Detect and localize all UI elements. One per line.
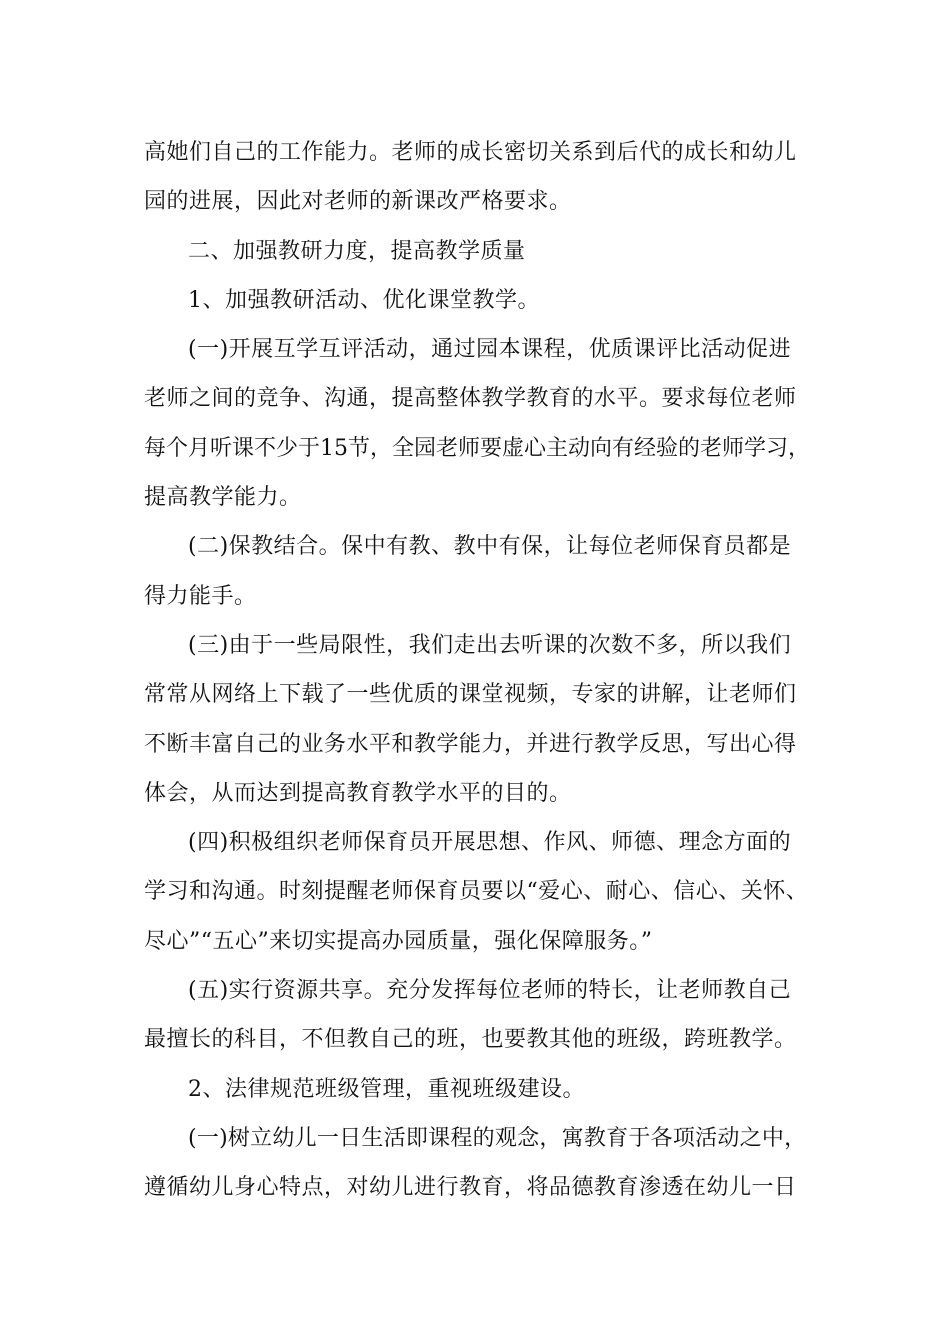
text-line: 体会，从而达到提高教育教学水平的目的。 <box>144 780 572 806</box>
text-line: (二)保教结合。保中有教、教中有保，让每位老师保育员都是 <box>188 534 792 560</box>
text-line: 尽心”“五心”来切实提高办园质量，强化保障服务。” <box>144 928 653 954</box>
document-body <box>144 128 812 1213</box>
text-line: (一)树立幼儿一日生活即课程的观念，寓教育于各项活动之中， <box>188 1125 807 1151</box>
text-line: 不断丰富自己的业务水平和教学能力，并进行教学反思，写出心得 <box>144 731 797 757</box>
text-line: 常常从网络上下载了一些优质的课堂视频，专家的讲解，让老师们 <box>144 682 797 708</box>
text-line: (四)积极组织老师保育员开展思想、作风、师德、理念方面的 <box>188 830 792 856</box>
text-line: 园的进展，因此对老师的新课改严格要求。 <box>144 189 572 215</box>
text-line: (三)由于一些局限性，我们走出去听课的次数不多，所以我们 <box>188 632 792 658</box>
text-line: 遵循幼儿身心特点，对幼儿进行教育，将品德教育渗透在幼儿一日 <box>144 1175 797 1201</box>
text-line: 提高教学能力。 <box>144 485 302 511</box>
text-line: 老师之间的竞争、沟通，提高整体教学教育的水平。要求每位老师 <box>144 386 797 412</box>
text-line: 最擅长的科目，不但教自己的班，也要教其他的班级，跨班教学。 <box>144 1027 797 1053</box>
text-line: (一)开展互学互评活动，通过园本课程，优质课评比活动促进 <box>188 337 792 363</box>
text-line: 学习和沟通。时刻提醒老师保育员要以“爱心、耐心、信心、关怀、 <box>144 879 809 905</box>
text-line: 2、法律规范班级管理，重视班级建设。 <box>188 1076 585 1102</box>
text-line: 1、加强教研活动、优化课堂教学。 <box>188 287 540 313</box>
text-line: 二、加强教研力度，提高教学质量 <box>188 238 526 264</box>
text-line: 每个月听课不少于15节，全园老师要虚心主动向有经验的老师学习， <box>144 435 810 461</box>
text-line: 高她们自己的工作能力。老师的成长密切关系到后代的成长和幼儿 <box>144 140 797 165</box>
text-line: (五)实行资源共享。充分发挥每位老师的特长，让老师教自己 <box>188 978 792 1004</box>
text-line: 得力能手。 <box>144 583 257 609</box>
